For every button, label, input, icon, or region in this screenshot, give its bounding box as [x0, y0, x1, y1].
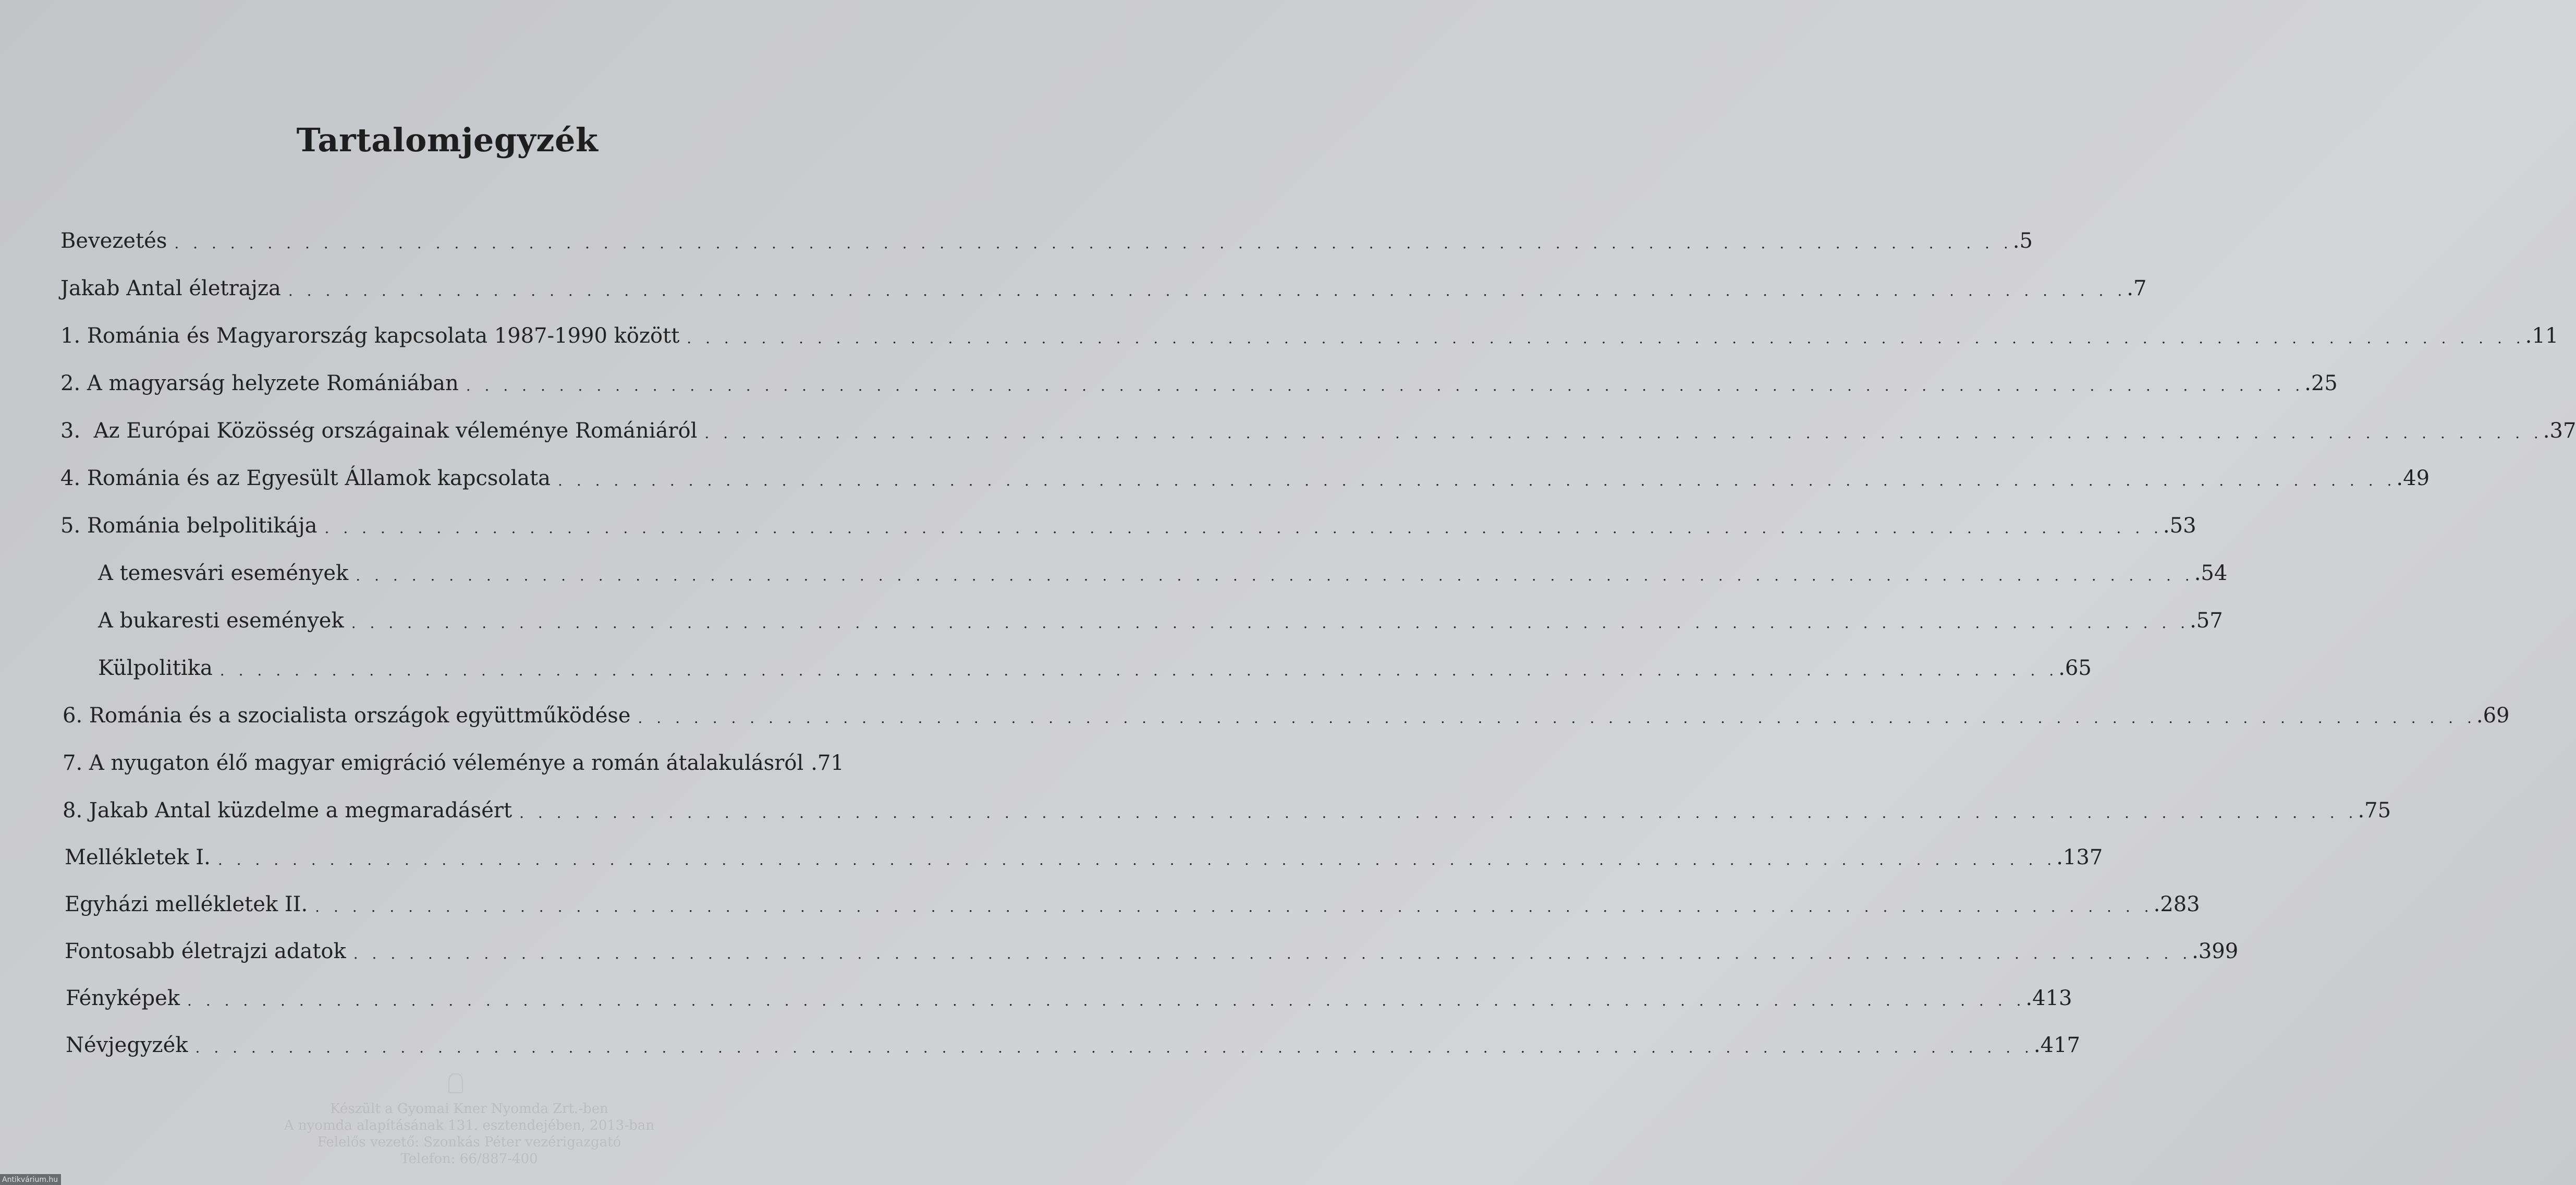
imprint-line: A nyomda alapításának 131. esztendejében, 2013-ban — [284, 1118, 655, 1133]
toc-entry-chapter-5 — [60, 510, 2196, 541]
toc-entry-label: A temesvári események — [98, 561, 349, 585]
dot-leader: . . . . . . . . . . . . . . . . . . . . . . . . . . . . . . . . . . . . . . . . . . . . . . . . . . . . . . . . . . . . . . . . . . . . . . . . . . . . . . . . . . . . . . . . . . . . . . . . . . . — [687, 330, 2525, 347]
toc-entry-label: Fontosabb életrajzi adatok — [65, 939, 346, 963]
toc-entry-eletrajz — [60, 273, 2147, 304]
toc-entry-chapter-8 — [63, 795, 2391, 826]
toc-entry-page: .7 — [2127, 276, 2147, 300]
toc-entry-label: 3. Az Európai Közösség országainak véleménye Romániáról — [60, 419, 698, 443]
toc-entry-page: .57 — [2190, 609, 2223, 633]
dot-leader: . . . . . . . . . . . . . . . . . . . . . . . . . . . . . . . . . . . . . . . . . . . . . . . . . . . . . . . . . . . . . . . . . . . . . . . . . . . . . . . . . . . . . . . . . . . . . . . . . . . — [704, 425, 2543, 442]
toc-entry-mellekletek-1 — [65, 842, 2103, 873]
toc-subentry-temesvar — [98, 558, 2228, 589]
dot-leader: . . . . . . . . . . . . . . . . . . . . . . . . . . . . . . . . . . . . . . . . . . . . . . . . . . . . . . . . . . . . . . . . . . . . . . . . . . . . . . . . . . . . . . . . . . . . . . . . . . . — [315, 898, 2154, 915]
toc-entry-eletrajzi-adatok — [65, 936, 2239, 967]
toc-entry-label: 5. Románia belpolitikája — [60, 514, 318, 538]
toc-entry-label: Külpolitika — [98, 656, 213, 680]
toc-entry-page: .54 — [2194, 561, 2228, 585]
dot-leader: . . . . . . . . . . . . . . . . . . . . . . . . . . . . . . . . . . . . . . . . . . . . . . . . . . . . . . . . . . . . . . . . . . . . . . . . . . . . . . . . . . . . . . . . . . . . . . . . . . . — [558, 472, 2397, 489]
dot-leader: . . . . . . . . . . . . . . . . . . . . . . . . . . . . . . . . . . . . . . . . . . . . . . . . . . . . . . . . . . . . . . . . . . . . . . . . . . . . . . . . . . . . . . . . . . . . . . . . . . . — [288, 282, 2127, 299]
toc-entry-page: .417 — [2033, 1033, 2080, 1057]
toc-entry-chapter-4 — [60, 463, 2430, 494]
toc-entry-page: .11 — [2525, 324, 2559, 348]
toc-entry-label: 2. A magyarság helyzete Romániában — [60, 371, 459, 395]
toc-entry-page: .53 — [2163, 514, 2196, 538]
toc-entry-page: .25 — [2304, 371, 2338, 395]
dot-leader: . . . . . . . . . . . . . . . . . . . . . . . . . . . . . . . . . . . . . . . . . . . . . . . . . . . . . . . . . . . . . . . . . . . . . . . . . . . . . . . . . . . . . . . . . . . . . . . . . . . — [174, 235, 2013, 252]
toc-entry-page: .5 — [2012, 229, 2033, 253]
imprint-line: Felelős vezető: Szonkás Péter vezérigazgató — [317, 1134, 621, 1150]
imprint-line: Telefon: 66/887-400 — [400, 1151, 538, 1167]
toc-entry-nevjegyzek — [66, 1030, 2080, 1061]
toc-entry-chapter-7 — [63, 747, 844, 779]
dot-leader: . . . . . . . . . . . . . . . . . . . . . . . . . . . . . . . . . . . . . . . . . . . . . . . . . . . . . . . . . . . . . . . . . . . . . . . . . . . . . . . . . . . . . . . . . . . . . . . . . . . — [195, 1039, 2034, 1056]
toc-entry-page: .37 — [2543, 419, 2576, 443]
toc-entry-label: 6. Románia és a szocialista országok együttműködése — [63, 704, 631, 728]
toc-entry-chapter-1 — [60, 320, 2559, 352]
imprint-line: Készült a Gyomai Kner Nyomda Zrt.-ben — [330, 1101, 608, 1117]
toc-entry-label: Jakab Antal életrajza — [60, 276, 281, 300]
toc-subentry-bukarest — [98, 605, 2223, 636]
toc-entry-label: Bevezetés — [60, 229, 167, 253]
toc-entry-page: .137 — [2056, 845, 2103, 869]
toc-entry-label: 7. A nyugaton élő magyar emigráció véleménye a román átalakulásról — [63, 751, 804, 775]
page-title: Tartalomjegyzék — [296, 121, 599, 159]
dot-leader: . . . . . . . . . . . . . . . . . . . . . . . . . . . . . . . . . . . . . . . . . . . . . . . . . . . . . . . . . . . . . . . . . . . . . . . . . . . . . . . . . . . . . . . . . . . . . . . . . . . — [519, 804, 2358, 821]
toc-entry-label: Névjegyzék — [66, 1033, 188, 1057]
toc-entry-label: 8. Jakab Antal küzdelme a megmaradásért — [63, 799, 512, 823]
toc-entry-page: .69 — [2476, 704, 2510, 728]
toc-entry-bevezetes — [60, 225, 2033, 257]
dot-leader: . . . . . . . . . . . . . . . . . . . . . . . . . . . . . . . . . . . . . . . . . . . . . . . . . . . . . . . . . . . . . . . . . . . . . . . . . . . . . . . . . . . . . . . . . . . . . . . . . . . — [353, 945, 2192, 962]
toc-entry-label: 4. Románia és az Egyesült Államok kapcsolata — [60, 466, 551, 490]
toc-entry-page: .413 — [2025, 986, 2072, 1010]
toc-entry-page: .49 — [2396, 466, 2430, 490]
toc-subentry-kulpolitika — [98, 652, 2092, 684]
dot-leader: . . . . . . . . . . . . . . . . . . . . . . . . . . . . . . . . . . . . . . . . . . . . . . . . . . . . . . . . . . . . . . . . . . . . . . . . . . . . . . . . . . . . . . . . . . . . . . . . . . . — [217, 851, 2057, 868]
dot-leader: . . . . . . . . . . . . . . . . . . . . . . . . . . . . . . . . . . . . . . . . . . . . . . . . . . . . . . . . . . . . . . . . . . . . . . . . . . . . . . . . . . . . . . . . . . . . . . . . . . . — [351, 614, 2190, 632]
dot-leader: . . . . . . . . . . . . . . . . . . . . . . . . . . . . . . . . . . . . . . . . . . . . . . . . . . . . . . . . . . . . . . . . . . . . . . . . . . . . . . . . . . . . . . . . . . . . . . . . . . . — [187, 992, 2026, 1009]
toc-entry-page: .65 — [2058, 656, 2092, 680]
toc-entry-chapter-6 — [63, 700, 2510, 731]
toc-entry-mellekletek-2 — [65, 889, 2200, 920]
toc-entry-chapter-3 — [60, 415, 2576, 446]
toc-entry-label: Fényképek — [66, 986, 180, 1010]
toc-entry-page: .399 — [2192, 939, 2239, 963]
toc-entry-label: Mellékletek I. — [65, 845, 211, 869]
toc-entry-fenykepek — [66, 983, 2072, 1014]
dot-leader: . . . . . . . . . . . . . . . . . . . . . . . . . . . . . . . . . . . . . . . . . . . . . . . . . . . . . . . . . . . . . . . . . . . . . . . . . . . . . . . . . . . . . . . . . . . . . . . . . . . — [324, 519, 2163, 537]
toc-entry-label: Egyházi mellékletek II. — [65, 892, 308, 916]
dot-leader: . . . . . . . . . . . . . . . . . . . . . . . . . . . . . . . . . . . . . . . . . . . . . . . . . . . . . . . . . . . . . . . . . . . . . . . . . . . . . . . . . . . . . . . . . . . . . . . . . . . — [356, 567, 2194, 584]
dot-leader: . . . . . . . . . . . . . . . . . . . . . . . . . . . . . . . . . . . . . . . . . . . . . . . . . . . . . . . . . . . . . . . . . . . . . . . . . . . . . . . . . . . . . . . . . . . . . . . . . . . — [638, 709, 2476, 727]
toc-entry-label: A bukaresti események — [98, 609, 344, 633]
printer-logo-icon — [448, 1073, 463, 1093]
toc-entry-page: .75 — [2358, 799, 2391, 823]
toc-entry-chapter-2 — [60, 368, 2338, 399]
toc-entry-page: .71 — [811, 751, 844, 775]
toc-entry-label: 1. Románia és Magyarország kapcsolata 1987-1990 között — [60, 324, 680, 348]
dot-leader: . . . . . . . . . . . . . . . . . . . . . . . . . . . . . . . . . . . . . . . . . . . . . . . . . . . . . . . . . . . . . . . . . . . . . . . . . . . . . . . . . . . . . . . . . . . . . . . . . . . — [466, 377, 2305, 394]
printer-imprint — [261, 1101, 678, 1167]
toc-entry-page: .283 — [2153, 892, 2200, 916]
source-watermark: Antikvárium.hu — [0, 1174, 61, 1185]
dot-leader: . . . . . . . . . . . . . . . . . . . . . . . . . . . . . . . . . . . . . . . . . . . . . . . . . . . . . . . . . . . . . . . . . . . . . . . . . . . . . . . . . . . . . . . . . . . . . . . . . . . — [219, 662, 2059, 679]
